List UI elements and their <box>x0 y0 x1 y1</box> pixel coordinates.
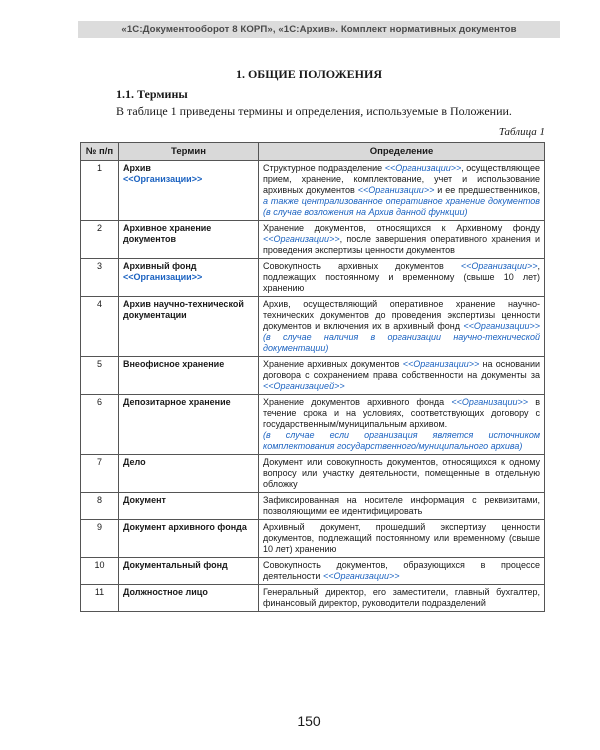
definition-text-cont: на основании договора с сохранением права собственности на документы за <box>263 359 540 380</box>
definition-text: Совокупность архивных документов <box>263 261 444 271</box>
table-row <box>81 221 545 259</box>
definition-note: (в случае наличия в организации научно-технической документации) <box>263 332 540 353</box>
term-cell <box>119 221 259 259</box>
term-text: Документальный фонд <box>123 560 228 570</box>
term-cell <box>119 395 259 455</box>
table-row <box>81 520 545 558</box>
row-number: 2 <box>81 221 119 259</box>
row-number: 5 <box>81 357 119 395</box>
definition-text: Архив, осуществляющий оперативное хранение научно-технических документов до проведения экспертизы ценности документов и включения их в архивный фонд <box>263 299 540 331</box>
term-cell <box>119 520 259 558</box>
definition-cell <box>259 161 545 221</box>
term-cell <box>119 493 259 520</box>
definition-text: Документ или совокупность документов, относящихся к одному вопросу или участку деятельности, помещенные в отдельную обложку <box>263 457 540 489</box>
header-term: Термин <box>119 143 259 161</box>
definition-text: Хранение документов архивного фонда <box>263 397 445 407</box>
term-cell <box>119 161 259 221</box>
row-number: 4 <box>81 297 119 357</box>
header-definition: Определение <box>259 143 545 161</box>
row-number: 3 <box>81 259 119 297</box>
running-header: «1С:Документооборот 8 КОРП», «1С:Архив». Комплект нормативных документов <box>78 21 560 38</box>
definition-text-cont-2: и ее предшественников, <box>434 185 540 195</box>
table-row <box>81 558 545 585</box>
definition-tag: <<Организации>> <box>402 359 480 369</box>
term-text: Депозитарное хранение <box>123 397 231 407</box>
term-text: Должностное лицо <box>123 587 208 597</box>
definition-text-cont: в течение срока и на условиях, соответствующих договору с государственным/муниципальным архивом. <box>263 397 540 429</box>
definition-tag: <<Организации>> <box>263 234 340 244</box>
table-row <box>81 585 545 612</box>
definition-text: Генеральный директор, его заместители, главный бухгалтер, финансовый директор, руководители подразделений <box>263 587 540 608</box>
term-cell <box>119 259 259 297</box>
table-row <box>81 357 545 395</box>
definition-cell <box>259 357 545 395</box>
definition-text: Архивный документ, прошедший экспертизу ценности документов, подлежащий постоянному или временному (свыше 10 лет) хранению <box>263 522 540 554</box>
table-row <box>81 161 545 221</box>
definition-cell <box>259 455 545 493</box>
intro-paragraph: В таблице 1 приведены термины и определения, используемые в Положении. <box>116 104 512 118</box>
term-text: Внеофисное хранение <box>123 359 225 369</box>
table-row <box>81 493 545 520</box>
term-cell <box>119 357 259 395</box>
definition-text: Хранение документов, относящихся к Архивному фонду <box>263 223 540 233</box>
definition-cell <box>259 259 545 297</box>
term-cell <box>119 297 259 357</box>
definition-cell <box>259 520 545 558</box>
row-number: 1 <box>81 161 119 221</box>
definition-tag: <<Организации>> <box>322 571 400 581</box>
definition-tag: <<Организации>> <box>451 397 528 407</box>
row-number: 10 <box>81 558 119 585</box>
term-cell <box>119 455 259 493</box>
definition-tag: <<Организации>> <box>384 163 462 173</box>
definition-tag: <<Организации>> <box>460 261 538 271</box>
row-number: 11 <box>81 585 119 612</box>
definition-cell <box>259 395 545 455</box>
page-number: 150 <box>297 713 321 729</box>
term-tag: <<Организации>> <box>123 272 203 282</box>
definition-text-cont: , осуществляющее прием, хранение, комплектование, учет и использование архивных документов <box>263 163 540 195</box>
row-number: 9 <box>81 520 119 558</box>
definition-cell <box>259 558 545 585</box>
term-cell <box>119 558 259 585</box>
definition-cell <box>259 297 545 357</box>
table-row <box>81 297 545 357</box>
term-text: Дело <box>123 457 146 467</box>
definition-tag: <<Организации>> <box>463 321 540 331</box>
term-text: Документ архивного фонда <box>123 522 247 532</box>
term-text: Архивный фонд <box>123 261 197 271</box>
term-text: Архив <box>123 163 151 173</box>
definition-cell <box>259 493 545 520</box>
definition-tag-2: <<Организацией>> <box>263 381 345 391</box>
definition-text-cont: , после завершения оперативного хранения и проведения экспертизы ценности документов <box>263 234 540 255</box>
definition-note: (в случае если организация является источником комплектования государственного/муниципального архива) <box>263 430 540 451</box>
terms-table <box>80 142 545 612</box>
definition-text: Совокупность документов, образующихся в процессе деятельности <box>263 560 540 581</box>
term-cell <box>119 585 259 612</box>
term-text: Документ <box>123 495 166 505</box>
definition-cell <box>259 221 545 259</box>
row-number: 8 <box>81 493 119 520</box>
definition-text: Структурное подразделение <box>263 163 383 173</box>
term-text: Архивное хранение документов <box>123 223 212 244</box>
table-header-row <box>81 143 545 161</box>
table-row <box>81 259 545 297</box>
table-caption: Таблица 1 <box>498 126 545 138</box>
table-row <box>81 455 545 493</box>
definition-text: Зафиксированная на носителе информация с реквизитами, позволяющими ее идентифицировать <box>263 495 540 516</box>
row-number: 6 <box>81 395 119 455</box>
definition-cell <box>259 585 545 612</box>
subsection-title: 1.1. Термины <box>116 87 188 101</box>
row-number: 7 <box>81 455 119 493</box>
header-number: № п/п <box>81 143 119 161</box>
definition-text: Хранение архивных документов <box>263 359 400 369</box>
definition-note: а также централизованное оперативное хранение документов (в случае возложения на Архив данной функции) <box>263 196 540 217</box>
term-tag: <<Организации>> <box>123 174 203 184</box>
term-text: Архив научно-технической документации <box>123 299 244 320</box>
section-title: 1. ОБЩИЕ ПОЛОЖЕНИЯ <box>235 67 383 81</box>
definition-text-cont: , подлежащих постоянному и временному (свыше 10 лет) хранению <box>263 261 540 293</box>
definition-tag-2: <<Организации>> <box>357 185 435 195</box>
table-row <box>81 395 545 455</box>
